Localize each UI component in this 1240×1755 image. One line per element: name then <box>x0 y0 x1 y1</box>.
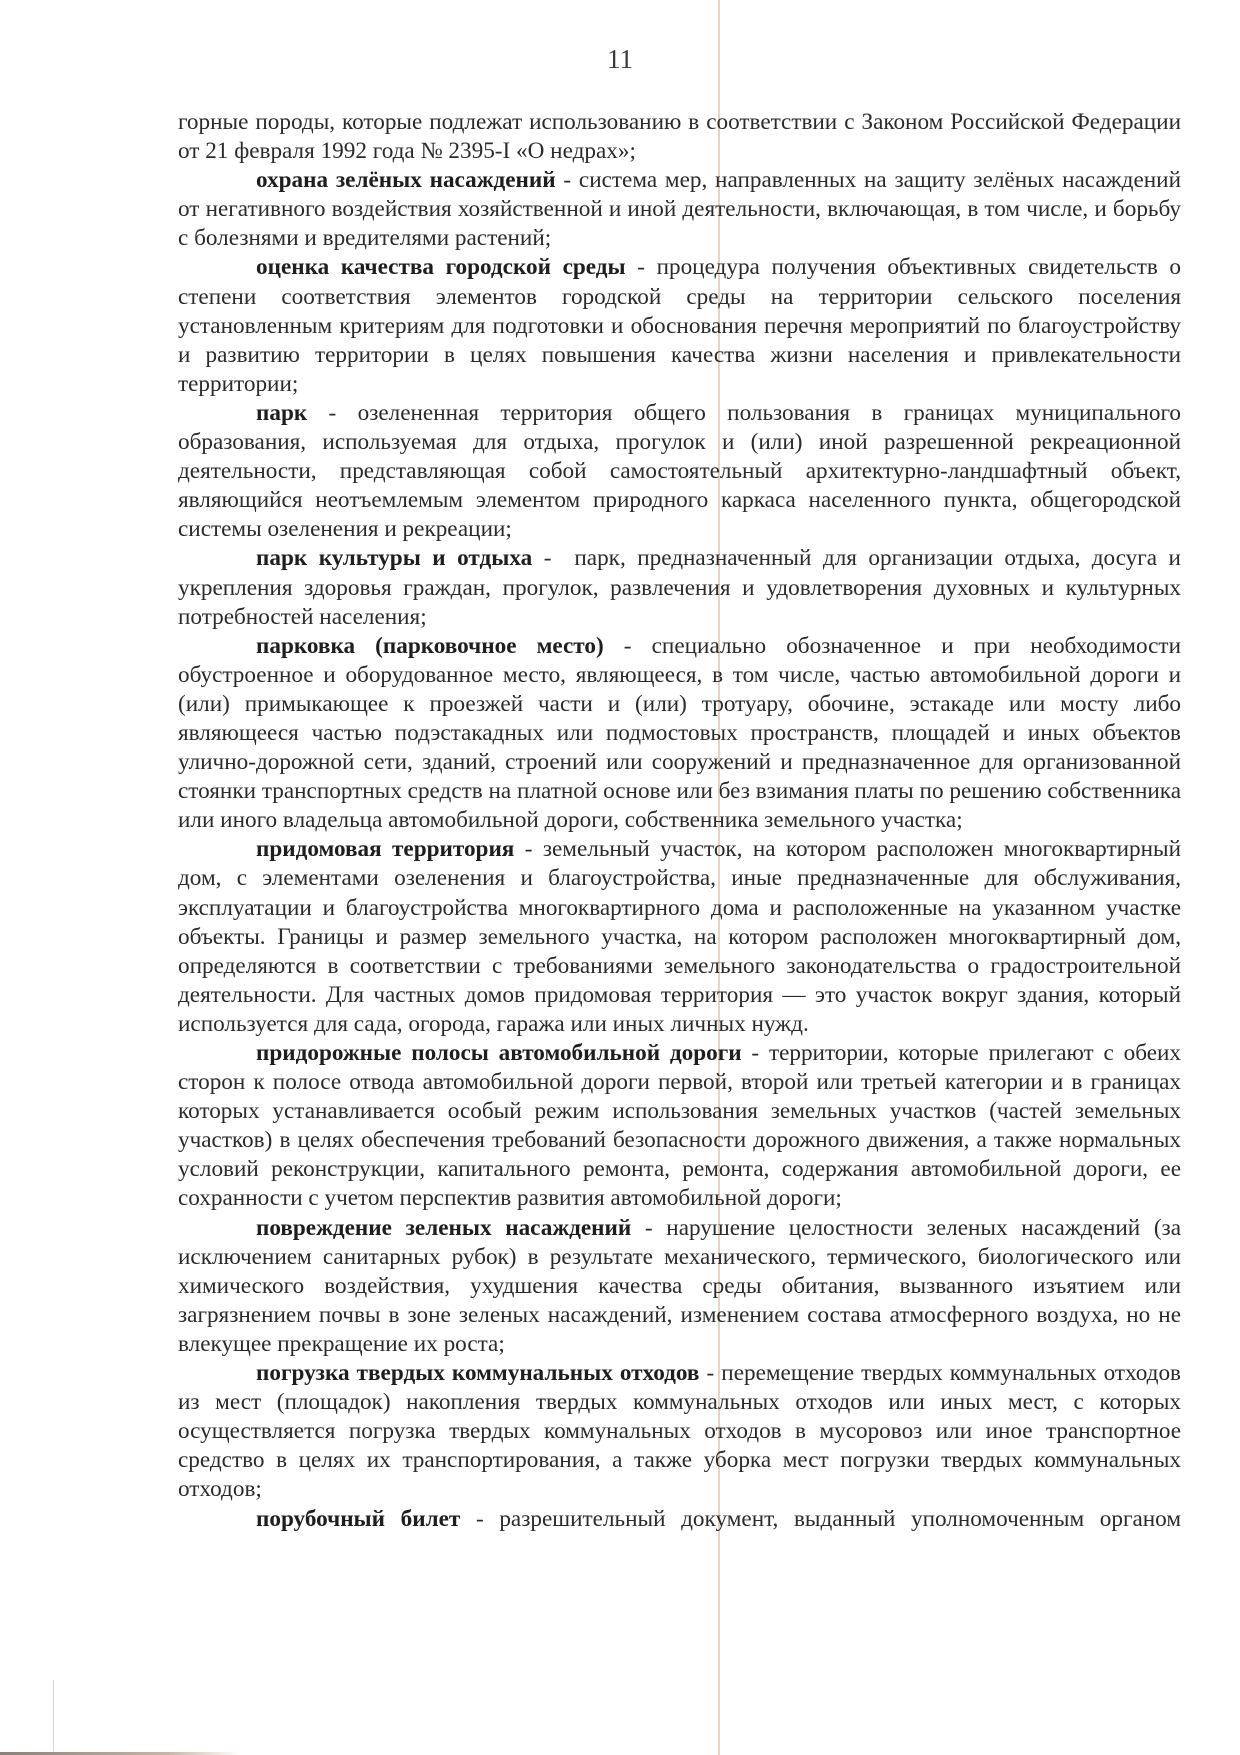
definition-separator: - <box>514 836 543 863</box>
document-body <box>178 108 1181 1534</box>
definition-term: парк <box>256 399 308 426</box>
definition-text: озелененная территория общего пользования в границах муниципального образования, используемая для отдыха, прогулок и (или) иной разрешенной рекреационной деятельности, представляющая собой самостоятельный архитектурно-ландшафтный объект, являющийся неотъемлемым элементом природного каркаса населенного пункта, общегородской системы озеленения и рекреации; <box>178 399 1181 543</box>
definition-okhrana-zelenykh-nasazhdeniy <box>178 166 1181 253</box>
definition-text: разрешительный документ, выданный уполномоченным органом <box>499 1505 1181 1532</box>
definition-pridorozhnye-polosy <box>178 1039 1181 1214</box>
definition-pogruzka-tko <box>178 1359 1181 1504</box>
definition-separator: - <box>699 1360 722 1387</box>
scan-artifact-left-line <box>53 1680 54 1755</box>
definition-separator: - <box>555 167 579 194</box>
definition-text: нарушение целостности зеленых насаждений (за исключением санитарных рубок) в результате механического, термического, биологического или химического воздействия, ухудшения качества среды обитания, вызванного изъятием или загрязнением почвы в зоне зеленых насаждений, изменением состава атмосферного воздуха, но не влекущее прекращение их роста; <box>178 1214 1181 1357</box>
definition-term: парк культуры и отдыха <box>256 545 533 572</box>
paragraph-continuation <box>178 108 1181 166</box>
definition-separator: - <box>603 632 652 659</box>
definition-text: процедура получения объективных свидетельств о степени соответствия элементов городской среды на территории сельского поселения установленным критериям для подготовки и обоснования перечня мероприятий по благоустройству и развитию территории в целях повышения качества жизни населения и привлекательности территории; <box>178 254 1181 397</box>
definition-term: охрана зелёных насаждений <box>256 167 556 194</box>
definition-text: перемещение твердых коммунальных отходов из мест (площадок) накопления твердых коммунальных отходов или иных мест, с которых осуществляется погрузка твердых коммунальных отходов в мусоровоз или иное транспортное средство в целях их транспортирования, а также уборка мест погрузки твердых коммунальных отходов; <box>178 1360 1181 1503</box>
definition-text: система мер, направленных на защиту зелёных насаждений от негативного воздействия хозяйственной и иной деятельности, включающая, в том числе, и борьбу с болезнями и вредителями растений; <box>178 167 1181 252</box>
definition-term: парковка (парковочное место) <box>256 632 604 659</box>
definition-pridomovaya-territoriya <box>178 835 1181 1039</box>
definition-text: парк, предназначенный для организации отдыха, досуга и укрепления здоровья граждан, прогулок, развлечения и удовлетворения духовных и культурных потребностей населения; <box>178 545 1181 630</box>
definition-separator: - <box>307 399 358 426</box>
definition-park <box>178 399 1181 544</box>
definition-separator: - <box>625 254 657 281</box>
definition-parkovka <box>178 632 1181 836</box>
definition-porubochnyy-bilet <box>178 1505 1181 1534</box>
definition-separator: - <box>741 1040 769 1066</box>
definition-text: земельный участок, на котором расположен многоквартирный дом, с элементами озеленения и благоустройства, иные предназначенные для обслуживания, эксплуатации и благоустройства многоквартирного дома и расположенные на указанном участке объекты. Границы и размер земельного участка, на котором расположен многоквартирный дом, определяются в соответствии с требованиями земельного законодательства о градостроительной деятельности. Для частных домов придомовая территория — это участок вокруг здания, который используется для сада, огорода, гаража или иных личных нужд. <box>178 836 1181 1037</box>
page-number: 11 <box>607 44 633 74</box>
definition-term: повреждение зеленых насаждений <box>256 1214 632 1241</box>
definition-term: придорожные полосы автомобильной дороги <box>256 1040 742 1066</box>
definition-otsenka-kachestva-gorodskoy-sredy <box>178 253 1181 398</box>
paragraph-text: горные породы, которые подлежат использованию в соответствии с Законом Российской Федерации от 21 февраля 1992 года № 2395-I «О недрах»; <box>178 109 1181 165</box>
definition-term: придомовая территория <box>256 836 515 863</box>
definition-term: порубочный билет <box>256 1505 461 1532</box>
definition-park-kultury-i-otdykha <box>178 544 1181 631</box>
definition-text: специально обозначенное и при необходимости обустроенное и оборудованное место, являющееся, в том числе, частью автомобильной дороги и (или) примыкающее к проезжей части и (или) тротуару, обочине, эстакаде или мосту либо являющееся частью подэстакадных или подмостовых пространств, площадей и иных объектов улично-дорожной сети, зданий, строений или сооружений и предназначенное для организованной стоянки транспортных средств на платной основе или без взимания платы по решению собственника или иного владельца автомобильной дороги, собственника земельного участка; <box>178 632 1181 834</box>
definition-term: погрузка твердых коммунальных отходов <box>256 1360 700 1387</box>
definition-separator: - <box>460 1505 500 1532</box>
definition-separator: - <box>532 545 575 572</box>
definition-text: территории, которые прилегают с обеих сторон к полосе отвода автомобильной дороги первой, второй или третьей категории и в границах которых устанавливается особый режим использования земельных участков (частей земельных участков) в целях обеспечения требований безопасности дорожного движения, а также нормальных условий реконструкции, капитального ремонта, ремонта, содержания автомобильной дороги, ее сохранности с учетом перспектив развития автомобильной дороги; <box>178 1040 1181 1212</box>
definition-term: оценка качества городской среды <box>256 254 626 281</box>
definition-separator: - <box>631 1214 667 1241</box>
definition-povrezhdenie-zelenykh-nasazhdeniy <box>178 1214 1181 1359</box>
